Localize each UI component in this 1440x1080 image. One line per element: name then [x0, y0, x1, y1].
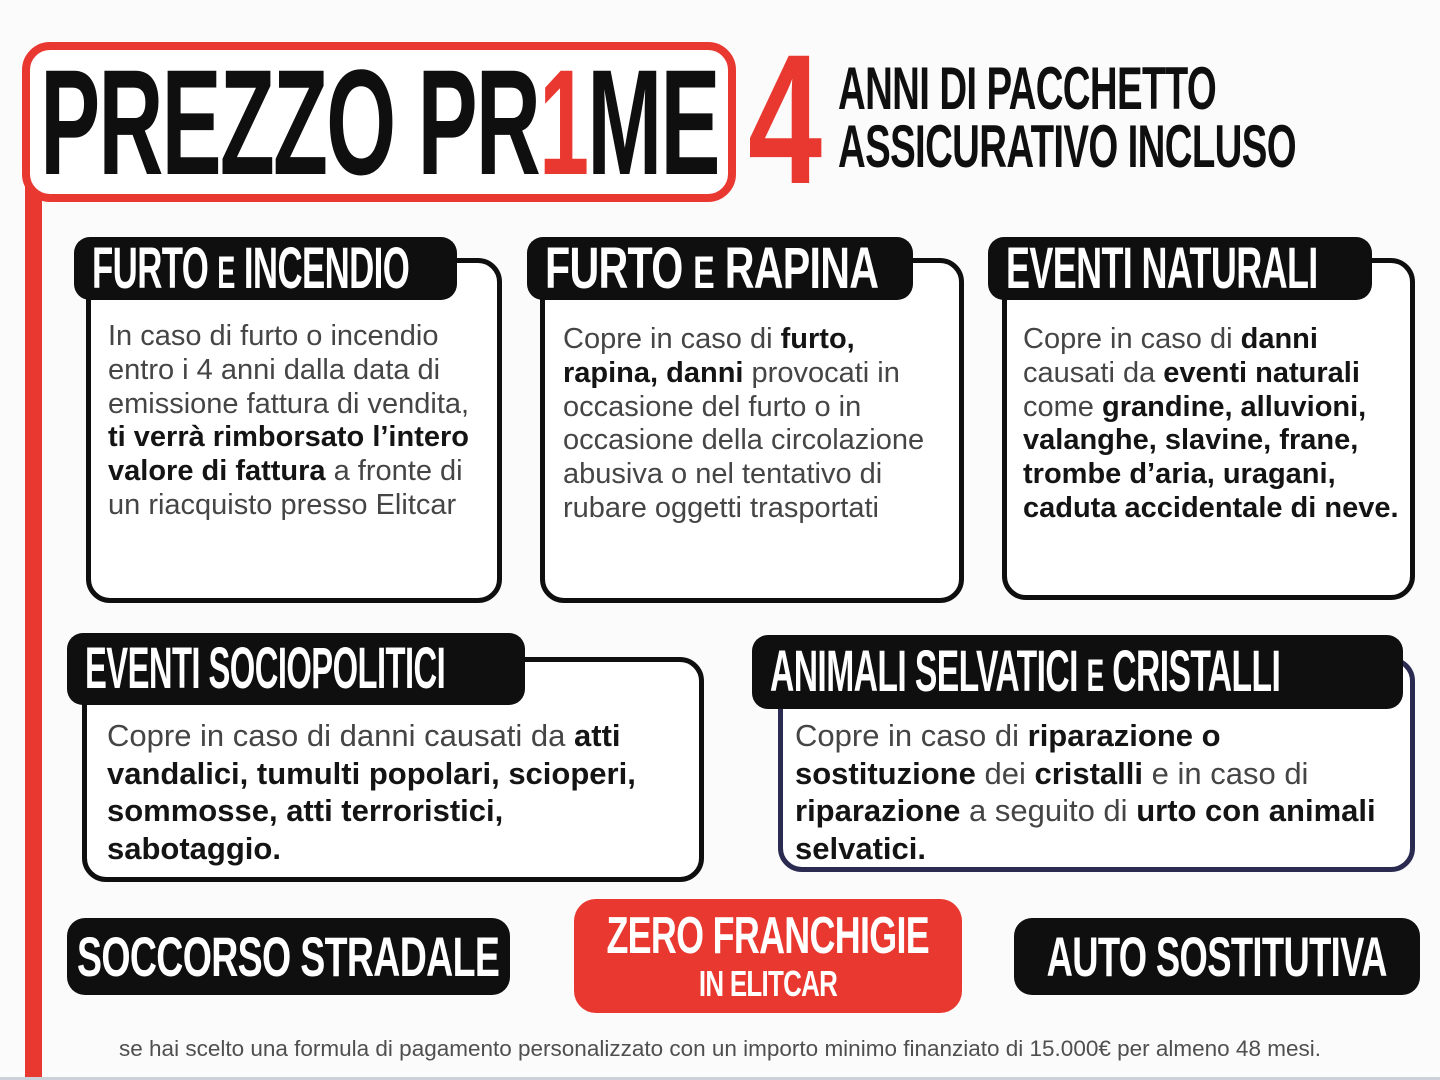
title-digit-1: 1 — [538, 38, 587, 206]
red-ribbon-stripe — [25, 140, 42, 1080]
card-text-eventi-naturali: Copre in caso di danni causati da eventi naturali come grandine, alluvioni, valanghe, slavine, frane, trombe d’aria, uragani, caduta accidentale di neve. — [1023, 323, 1399, 524]
card-text-animali-selvatici-cristalli: Copre in caso di riparazione o sostituzione dei cristalli e in caso di riparazione a seguito di urto con animali selvatici. — [795, 718, 1376, 866]
card-title-label: EVENTI SOCIOPOLITICI — [85, 636, 446, 701]
card-title-eventi-naturali — [988, 237, 1372, 300]
card-body-furto-incendio — [86, 258, 502, 603]
card-body-furto-rapina — [540, 258, 964, 603]
badge-label: SOCCORSO STRADALE — [77, 924, 500, 988]
card-body-eventi-naturali — [1002, 258, 1415, 600]
big-number-4: 4 — [748, 17, 823, 223]
badge-label-line1: ZERO FRANCHIGIE — [606, 907, 930, 965]
badge-label: AUTO SOSTITUTIVA — [1046, 924, 1388, 988]
card-title-animali-selvatici-cristalli — [752, 635, 1403, 709]
title-segment-post: ME — [586, 38, 719, 206]
badge-auto-sostitutiva — [1014, 918, 1420, 995]
card-title-label: EVENTI NATURALI — [1006, 235, 1318, 301]
footer-note: se hai scelto una formula di pagamento personalizzato con un importo minimo finanziato di 15.000€ per almeno 48 mesi. — [119, 1036, 1321, 1061]
card-title-furto-rapina — [527, 237, 913, 300]
card-title-label: ANIMALI SELVATICI E CRISTALLI — [770, 639, 1281, 704]
header-subtitle — [838, 55, 1440, 180]
badge-soccorso-stradale — [67, 918, 510, 995]
page-title — [39, 38, 719, 206]
title-segment-pre: PREZZO PR — [39, 38, 539, 206]
card-text-eventi-sociopolitici: Copre in caso di danni causati da atti vandalici, tumulti popolari, scioperi, sommosse, atti terroristici, sabotaggio. — [107, 718, 636, 866]
badge-label-line2: IN ELITCAR — [698, 963, 838, 1004]
card-title-label: FURTO E RAPINA — [545, 235, 879, 301]
subtitle-line-1: ANNI DI PACCHETTO — [838, 55, 1217, 122]
card-text-furto-incendio: In caso di furto o incendio entro i 4 anni dalla data di emissione fattura di vendita, ti verrà rimborsato l’intero valore di fattura a fronte di un riacquisto presso Elitcar — [108, 320, 470, 521]
card-title-furto-incendio — [74, 237, 457, 300]
card-text-furto-rapina: Copre in caso di furto, rapina, danni provocati in occasione del furto o in occasione della circolazione abusiva o nel tentativo di rubare oggetti trasportati — [563, 323, 925, 524]
card-title-eventi-sociopolitici — [67, 633, 525, 705]
card-title-label: FURTO E INCENDIO — [92, 235, 410, 301]
subtitle-line-2: ASSICURATIVO INCLUSO — [838, 113, 1296, 180]
title-box — [22, 38, 736, 206]
badge-zero-franchigie — [574, 899, 962, 1013]
